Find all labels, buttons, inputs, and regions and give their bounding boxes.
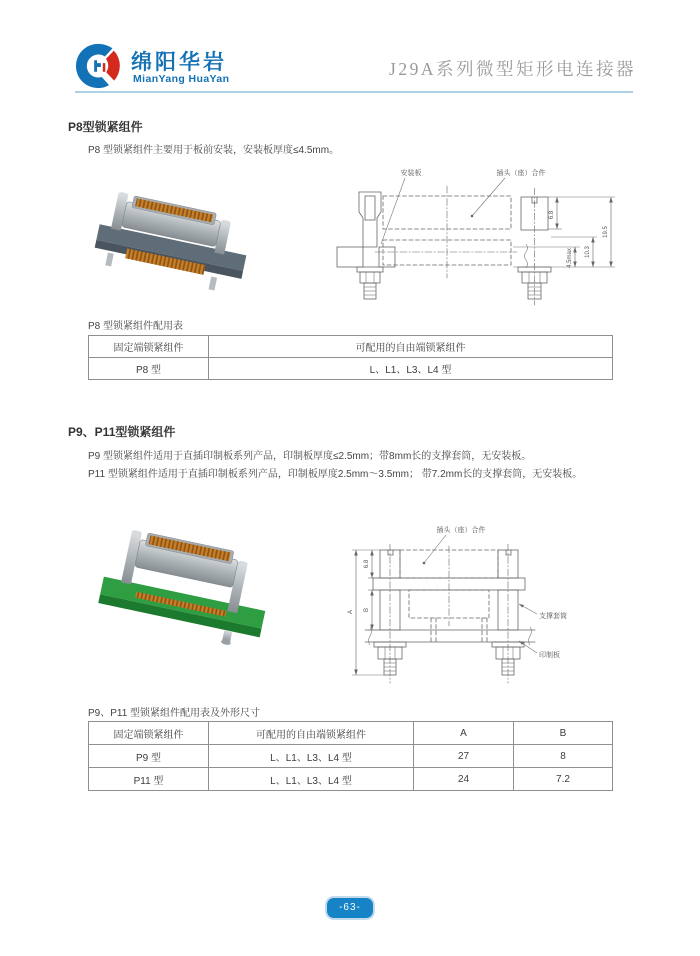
p9p11-connector-image [95,516,285,658]
p9p11-header-fixed-end: 固定端锁紧组件 [89,722,209,745]
header-divider [75,91,633,93]
company-name-cn: 绵阳华岩 [131,51,227,74]
p9p11-table-caption: P9、P11 型锁紧组件配用表及外形尺寸 [88,708,261,719]
mounting-plate-label: 安装板 [400,170,422,177]
p8-installation-drawing [335,162,623,313]
p8-table-caption: P8 型锁紧组件配用表 [88,321,184,332]
p8-cell-type: P8 型 [89,358,209,380]
p9p11-compat-table [88,721,613,791]
plug-assembly-label: 插头（座）合件 [436,527,486,534]
document-title: J29A系列微型矩形电连接器 [389,59,636,79]
p8-outline-drawing [335,162,623,308]
p9p11-header-free-end: 可配用的自由端锁紧组件 [209,722,414,745]
huayan-swirl-icon [74,42,122,90]
table-row [89,745,613,768]
dim-4-5max: 4.5max [567,248,573,268]
table-row [89,768,613,791]
p9p11-assembly-render [95,516,285,663]
dim-6-8: 6.8 [549,210,555,220]
p9-cell-type: P9 型 [89,745,209,768]
p8-header-free-end: 可配用的自由端锁紧组件 [209,336,613,358]
table-row [89,358,613,380]
p8-connector-image [90,188,258,294]
p11-cell-b: 7.2 [514,768,613,791]
p8-compat-table [88,335,613,380]
section-p8-heading: P8型锁紧组件 [68,120,143,134]
p11-cell-type: P11 型 [89,768,209,791]
p9-cell-b: 8 [514,745,613,768]
p8-assembly-render [90,188,258,299]
company-logo-icon [74,42,122,90]
p9-cell-a: 27 [414,745,514,768]
p9p11-outline-drawing [343,506,625,688]
page-number-badge: -63- [327,898,373,918]
section-p8-description: P8 型锁紧组件主要用于板前安装，安装板厚度≤4.5mm。 [88,145,340,156]
dim-6-8: 6.8 [364,559,370,569]
p8-table-header-row [89,336,613,358]
support-sleeve-label: 支撑套筒 [539,613,567,620]
pcb-label: 印制板 [539,652,560,659]
p8-header-fixed-end: 固定端锁紧组件 [89,336,209,358]
p9p11-installation-drawing [343,506,625,693]
dim-19-5: 19.5 [603,226,609,238]
p8-cell-compat: L、L1、L3、L4 型 [209,358,613,380]
dim-B: B [364,607,370,613]
p11-cell-a: 24 [414,768,514,791]
section-p11-description: P11 型锁紧组件适用于直插印制板系列产品，印制板厚度2.5mm～3.5mm； 带7.2mm长的支撑套筒，无安装板。 [88,469,583,480]
p11-cell-compat: L、L1、L3、L4 型 [209,768,414,791]
section-p9-description: P9 型锁紧组件适用于直插印制板系列产品，印制板厚度≤2.5mm；带8mm长的支撑套筒，无安装板。 [88,451,532,462]
plug-assembly-label: 插头（座）合件 [496,170,546,177]
dim-10-3: 10.3 [585,246,591,258]
section-p9p11-heading: P9、P11型锁紧组件 [68,425,176,439]
p9p11-table-header-row [89,722,613,745]
dim-A: A [348,609,354,615]
p9-cell-compat: L、L1、L3、L4 型 [209,745,414,768]
p9p11-header-dim-b: B [514,722,613,745]
p9p11-header-dim-a: A [414,722,514,745]
company-name-en: MianYang HuaYan [133,73,230,85]
